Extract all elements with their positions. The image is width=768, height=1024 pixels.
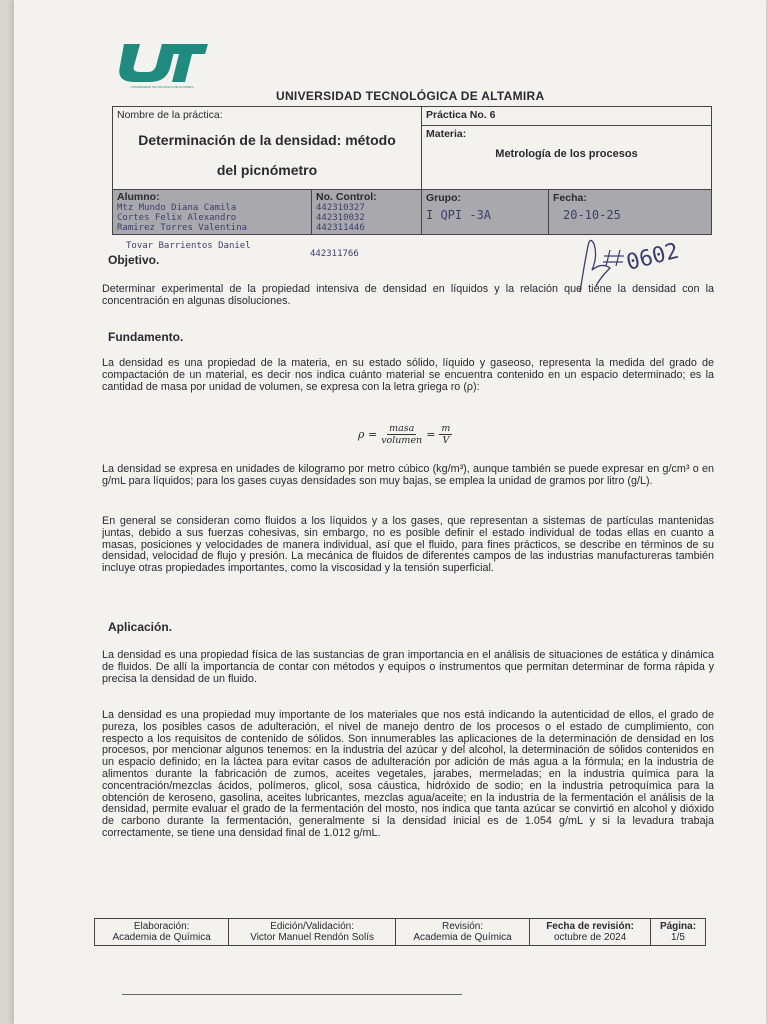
formula-numerator-1: masa	[389, 423, 415, 434]
practice-title-line1: Determinación de la densidad: método	[138, 132, 396, 148]
fecha-label: Fecha:	[553, 192, 587, 204]
student-name-3: Ramirez Torres Valentina	[117, 223, 248, 233]
elaboracion-cell	[95, 919, 229, 946]
control-number-4: 442311766	[310, 249, 359, 259]
control-number-2: 442310032	[316, 213, 365, 223]
fundamento-paragraph-3: En general se consideran como fluidos a los líquidos y a los gases, que representan a sistemas de partículas mantenidas juntas, debido a sus fuerzas cohesivas, sin embargo, no es posible definir el estado individual de todas ellas en cuanto a masas, posiciones y velocidades de manera individual, así que el fluido, para fines prácticos, se describe en términos de su densidad, velocidad de flujo y presión. La mecánica de fluidos de diferentes campos de las industrias manufactureras también incluye otras propiedades importantes, como la viscosidad y la tensión superficial.	[102, 515, 714, 575]
fecha-revision-cell	[530, 919, 651, 946]
control-label: No. Control:	[316, 191, 377, 203]
practice-title-line2: del picnómetro	[216, 162, 318, 178]
practice-no-cell	[422, 107, 712, 126]
edicion-value: Victor Manuel Rendón Solís	[250, 932, 374, 943]
grupo-label: Grupo:	[426, 192, 461, 204]
materia-value: Metrología de los procesos	[495, 148, 638, 160]
practice-title	[117, 125, 417, 185]
aplicacion-paragraph-2: La densidad es una propiedad muy importante de los materiales que nos está indicando la autenticidad de ellos, el grado de pureza, los posibles casos de adulteración, el nivel de manejo dentro de los procesos o el estado de cumplimiento, con respecto a los requisitos de contenido de sólidos. Son innumerables las aplicaciones de la determinación de densidad en los procesos, por mencionar algunos tenemos: en la industria del azúcar y del alcohol, la determinación de sólidos contenidos en un espacio definido; en la láctea para evitar casos de adulteración por adición de más agua a la fórmula; en la industria de alimentos durante la fabricación de zumos, aceites vegetales, jarabes, mermeladas; en la industria química para la concentración/mezclas ácidos, polímeros, glicol, sosa cáustica, hidróxido de sodio; en la industria petroquímica para la obtención de keroseno, gasolina, aceites lubricantes, mezclas agua/aceite; en la industria de la fermentación el análisis de la densidad, permite evaluar el grado de la fermentación del mosto, nos indica que tanta azúcar se convirtió en alcohol y dióxido de carbono durante la fermentación, generalmente si la densidad inicial es de 1.054 g/mL y si la levadura trabaja correctamente, se tiene una densidad final de 1.012 g/mL.	[102, 709, 714, 839]
practice-name-label: Nombre de la práctica:	[117, 109, 223, 121]
grupo-cell	[422, 190, 549, 235]
revision-footer-table	[94, 918, 706, 946]
formula-denominator-1: volumen	[381, 435, 423, 446]
fecha-revision-value: octubre de 2024	[553, 932, 627, 943]
control-col	[312, 190, 421, 234]
formula-denominator-2: V	[442, 435, 450, 446]
materia-label: Materia:	[426, 128, 467, 140]
formula-equals: =	[426, 428, 436, 441]
pagina-cell	[651, 919, 706, 946]
control-number-3: 442311446	[316, 223, 365, 233]
objetivo-text: Determinar experimental de la propiedad intensiva de densidad en líquidos y la relación que tiene la densidad con la concentración en algunas disoluciones.	[102, 283, 714, 307]
alumno-cell	[113, 190, 422, 235]
practice-no-label: Práctica No. 6	[426, 109, 496, 121]
fecha-value: 20-10-25	[563, 208, 621, 222]
pagina-value: 1/5	[671, 932, 685, 943]
revision-cell	[395, 919, 529, 946]
elaboracion-value: Academia de Química	[112, 932, 211, 943]
edicion-label: Edición/Validación:	[270, 921, 354, 932]
document-page	[14, 0, 766, 1024]
fundamento-paragraph-1: La densidad es una propiedad de la materia, en su estado sólido, líquido y gaseoso, representa la medida del grado de compactación de un material, es decir nos indica cuánto material se encuentra contenido en un espacio determinado; es la cantidad de masa por unidad de volumen, se expresa con la letra griega ro (ρ):	[102, 357, 714, 393]
fundamento-title: Fundamento.	[108, 330, 184, 344]
fundamento-paragraph-2: La densidad se expresa en unidades de kilogramo por metro cúbico (kg/m³), aunque también se puede expresar en g/cm³ o en g/mL para líquidos; para los gases cuyas densidades son muy bajas, se emplea la unidad de gramos por litro (g/L).	[102, 463, 714, 487]
formula-numerator-2: m	[441, 423, 451, 434]
university-logo	[114, 38, 210, 90]
university-name: UNIVERSIDAD TECNOLÓGICA DE ALTAMIRA	[276, 89, 545, 103]
objetivo-title: Objetivo.	[108, 253, 160, 267]
fecha-revision-label: Fecha de revisión:	[546, 921, 635, 932]
control-number-1: 442310327	[316, 203, 365, 213]
revision-label: Revisión:	[441, 921, 484, 932]
density-formula	[358, 423, 452, 446]
grupo-value: I QPI -3A	[426, 208, 492, 222]
practice-name-cell	[113, 107, 422, 190]
footer-divider	[122, 994, 462, 995]
edicion-cell	[229, 919, 396, 946]
alumno-label: Alumno:	[117, 191, 160, 203]
practice-header-table	[112, 106, 712, 235]
revision-value: Academia de Química	[413, 932, 512, 943]
formula-fraction-2	[439, 423, 452, 446]
formula-rho: ρ =	[358, 428, 378, 441]
materia-cell	[422, 126, 712, 190]
pagina-label: Página:	[659, 921, 697, 932]
student-name-1: Mtz Mundo Diana Camila	[117, 203, 237, 213]
svg-text:0602: 0602	[623, 238, 682, 276]
alumno-col	[113, 190, 312, 234]
aplicacion-paragraph-1: La densidad es una propiedad física de las sustancias de gran importancia en el análisis de situaciones de estática y dinámica de fluidos. De allí la importancia de contar con métodos y equipos o instrumentos que permitan determinar de forma rápida y precisa la densidad de un fluido.	[102, 649, 714, 685]
elaboracion-label: Elaboración:	[133, 921, 190, 932]
formula-fraction-1	[381, 423, 422, 446]
logo-tagline: UNIVERSIDAD TECNOLÓGICA DE ALTAMIRA	[130, 85, 194, 89]
student-name-2: Cortes Felix Alexandro	[117, 213, 237, 223]
student-name-4: Tovar Barrientos Daniel	[126, 241, 251, 251]
aplicacion-title: Aplicación.	[108, 620, 173, 634]
